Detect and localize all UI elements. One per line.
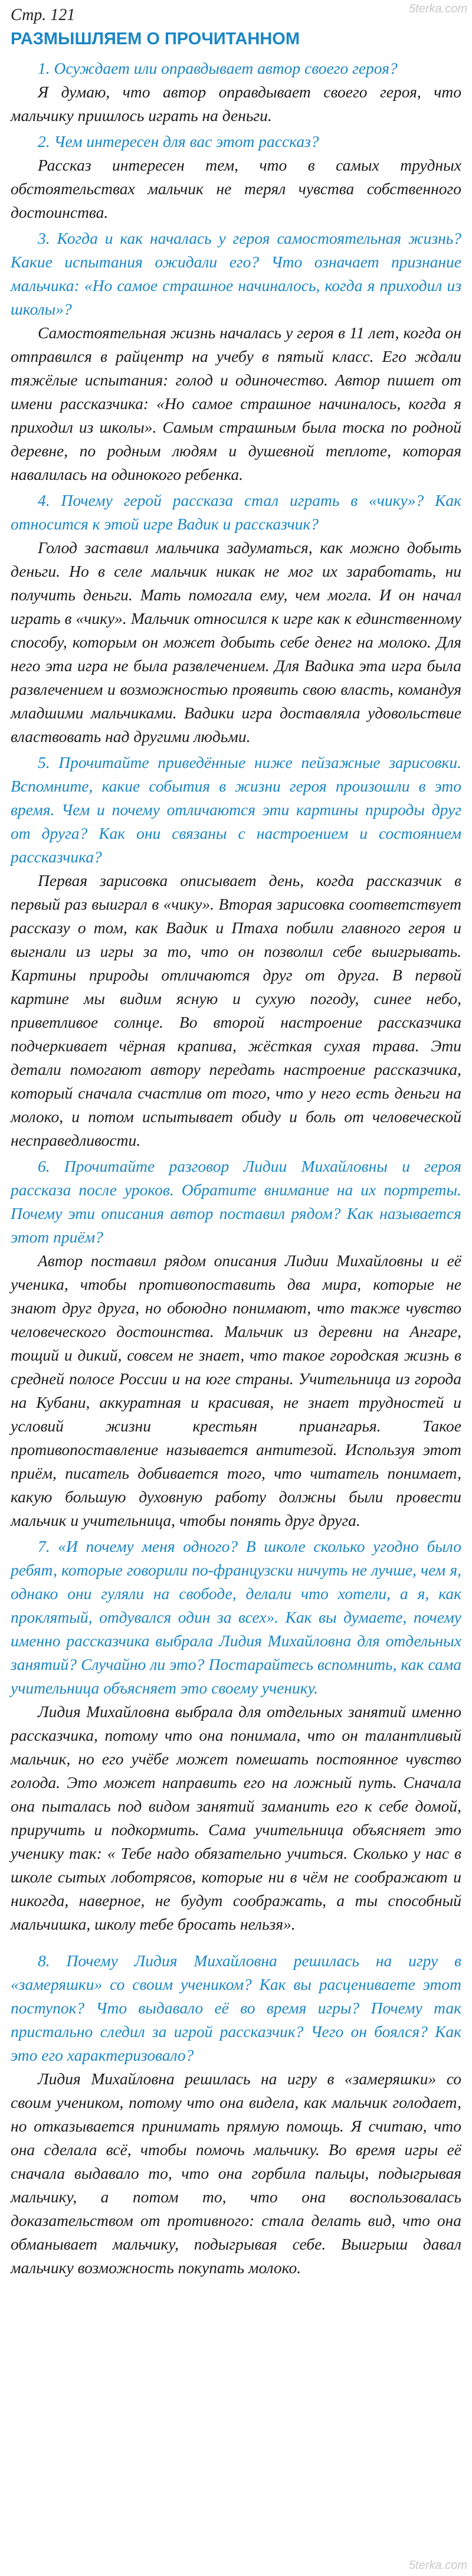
answer-6: Автор поставил рядом описания Лидии Михайловны и её ученика, чтобы противопоставить два мира, которые не знают друг друга, но обоюдно понимают, что также чувство человеческого достоинства. Мальчик из деревни на Ангаре, тощий и дикий, совсем не знает, что такое городская жизнь в средней полосе России и на юге страны. Учительница из города на Кубани, аккуратная и красивая, не знает трудностей и условий жизни крестьян приангарья. Такое противопоставление называется антитезой. Используя этот приём, писатель добивается того, что читатель понимает, какую большую духовную работу должны были провести мальчик и учительница, чтобы понять друг друга.	[11, 1251, 461, 1529]
question-1: 1. Осуждает или оправдывает автор своего героя?	[38, 59, 398, 77]
section-title: РАЗМЫШЛЯЕМ О ПРОЧИТАННОМ	[11, 30, 300, 48]
watermark-top: 5terka.com	[409, 2, 467, 15]
answer-2: Рассказ интересен тем, что в самых трудных обстоятельствах мальчик не терял чувства собственного достоинства.	[11, 156, 461, 221]
question-8: 8. Почему Лидия Михайловна решилась на игру в «замеряшки» со своим учеником? Как вы расцениваете этот поступок? Что выдавало её во время игры? Почему так пристально следил за игрой рассказчик? Чего он боялся? Как это его характеризовало?	[11, 1951, 461, 2064]
answer-7: Лидия Михайловна выбрала для отдельных занятий именно рассказчика, потому что она понимала, что он талантливый мальчик, но его учёбе может помешать постоянное чувство голода. Это может направить его на ложный путь. Сначала она пыталась под видом занятий заманить его к себе домой, приручить и подкормить. Сама учительница объясняет это ученику так: « Тебе надо обязательно учиться. Сколько у нас в школе сытых лоботрясов, которые ни в чём не соображают и никогда, наверное, не будут соображать, а ты способный мальчишка, школу тебе бросать нельзя».	[11, 1702, 461, 1933]
question-5: 5. Прочитайте приведённые ниже пейзажные зарисовки. Вспомните, какие события в жизни героя произошли в это время. Чем и почему отличаются эти картины природы друг от друга? Как они связаны с настроением и состоянием рассказчика?	[11, 753, 461, 866]
answer-3: Самостоятельная жизнь началась у героя в 11 лет, когда он отправился в райцентр на учебу в пятый класс. Его ждали тяжёлые испытания: голод и одиночество. Автор пишет от имени рассказчика: «Но самое страшное начиналось, когда я приходил из школы». Самым страшным была тоска по родной деревне, по родным людям и душевной теплоте, которая навалилась на одинокого ребенка.	[11, 323, 461, 483]
content	[11, 54, 461, 2289]
answer-4: Голод заставил мальчика задуматься, как можно добыть деньги. Но в селе мальчик никак не мог их заработать, ни получить деньги. Мать помогала ему, чем могла. И он начал играть в «чику». Мальчик относился к игре как к единственному способу, которым он может добыть себе денег на молоко. Для него эта игра не была развлечением. Для Вадика эта игра была развлечением и возможностью проявить свою власть, командуя младшими мальчиками. Вадики игра доставляла удовольствие властвовать над другими людьми.	[11, 538, 461, 746]
question-6: 6. Прочитайте разговор Лидии Михайловны и героя рассказа после уроков. Обратите внимание на их портреты. Почему эти описания автор поставил рядом? Как называется этот приём?	[11, 1157, 461, 1246]
question-7: 7. «И почему меня одного? В школе сколько угодно было ребят, которые говорили по-французски ничуть не лучше, чем я, однако они гуляли на свободе, делали что хотели, а я, как проклятый, отдувался один за всех». Как вы думаете, почему именно рассказчика выбрала Лидия Михайловна для отдельных занятий? Случайно ли это? Постарайтесь вспомнить, как сама учительница объясняет это своему ученику.	[11, 1537, 461, 1697]
page-label: Стр. 121	[11, 6, 76, 24]
question-3: 3. Когда и как началась у героя самостоятельная жизнь? Какие испытания ожидали его? Что означает признание мальчика: «Но самое страшное начиналось, когда я приходил из школы»?	[11, 229, 461, 318]
watermark-bottom: 5terka.com	[409, 2559, 467, 2572]
answer-5: Первая зарисовка описывает день, когда рассказчик в первый раз выиграл в «чику». Вторая зарисовка соответствует рассказу о том, как Вадик и Птаха побили главного героя и выгнали из игры за то, что он позволил себе выигрывать. Картины природы отличаются друг от друга. В первой картине мы видим ясную и сухую погоду, синее небо, приветливое солнце. Во второй настроение рассказчика подчеркивает чёрная крапива, жёсткая сухая трава. Эти детали помогают автору передать настроение рассказчика, который сначала счастлив от того, что у него есть деньги на молоко, и потом испытывает обиду и боль от человеческой несправедливости.	[11, 871, 461, 1149]
answer-8: Лидия Михайловна решилась на игру в «замеряшки» со своим учеником, потому что она видела, как мальчик голодает, но отказывается принимать прямую помощь. Я считаю, что она сделала всё, чтобы помочь мальчику. Во время игры её сначала выдавало то, что она горбила пальцы, подыгрывая мальчику, а потом то, что она воспользовалась доказательством от противного: стала делать вид, что она обманывает мальчику, подыгрывая себе. Выигрыш давал мальчику возможность покупать молоко.	[11, 2070, 461, 2277]
question-2: 2. Чем интересен для вас этот рассказ?	[38, 132, 319, 151]
question-4: 4. Почему герой рассказа стал играть в «чику»? Как относится к этой игре Вадик и рассказчик?	[11, 491, 461, 533]
answer-1: Я думаю, что автор оправдывает своего героя, что мальчику пришлось играть на деньги.	[11, 83, 461, 125]
